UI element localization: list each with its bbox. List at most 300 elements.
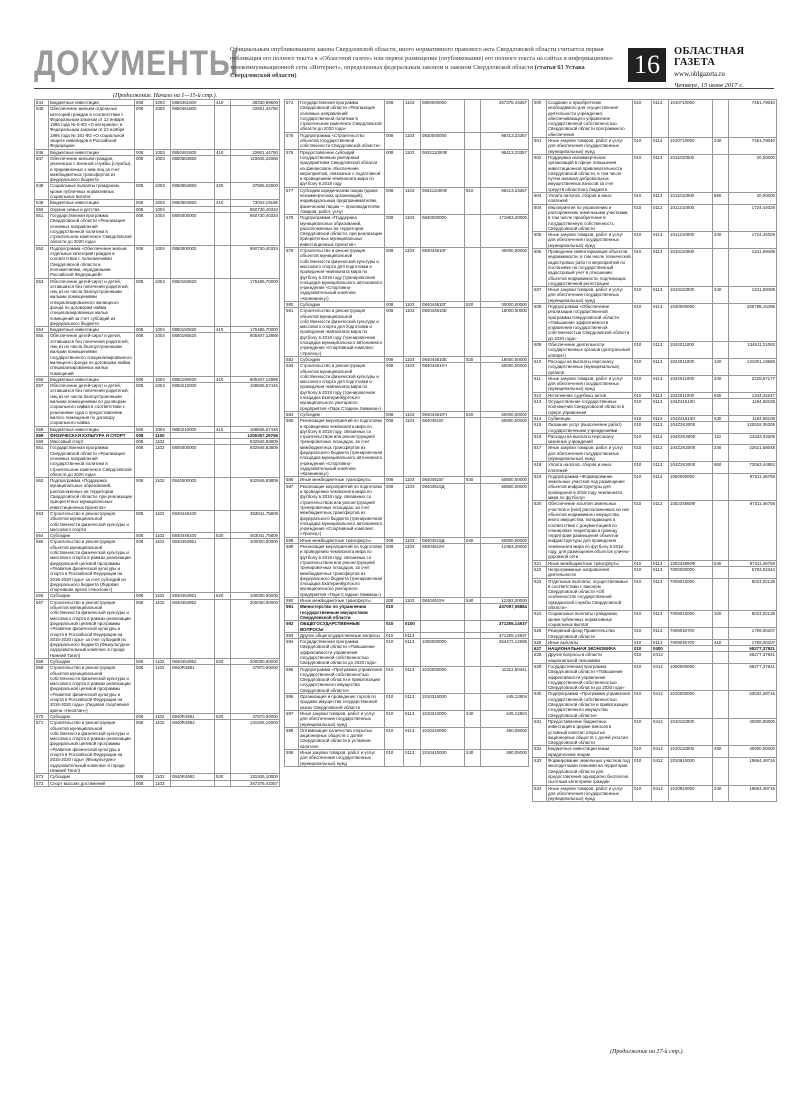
table-row — [35, 599, 280, 658]
target-article-code: 1042011000 — [669, 358, 713, 375]
item-name: Обеспечение деятельности государственных органов (центральный аппарат) — [547, 342, 633, 359]
row-number: 554 — [35, 327, 49, 333]
item-name: Предоставление бюджетных инвестиций в форме взносов в уставный капитал открытых акционерных обществ с долей участия Свердловской области — [547, 718, 633, 745]
section-code: 0412 — [652, 785, 669, 802]
row-number: 588 — [285, 537, 299, 543]
item-name: Спорт высших достижений — [49, 780, 135, 786]
amount: 445,12804 — [481, 710, 529, 727]
table-row — [533, 566, 777, 578]
row-number: 563 — [35, 510, 49, 532]
item-name: Бюджетные инвестиции — [49, 327, 135, 333]
item-name: Подпрограмма «Строительство объектов государственной собственности Свердловской области» — [299, 132, 385, 149]
amount: 932946,83809 — [231, 478, 280, 511]
amount: 12363,20000 — [481, 544, 529, 598]
ministry-code: 010 — [633, 566, 652, 578]
table-row — [533, 375, 777, 392]
expense-type-code — [215, 599, 231, 658]
ministry-code: 010 — [633, 154, 652, 192]
item-name: Субсидии — [299, 356, 385, 362]
expense-type-code: 540 — [465, 477, 481, 483]
amount: 40000,00000 — [729, 746, 777, 758]
expense-type-code — [215, 665, 231, 714]
expense-type-code — [465, 215, 481, 248]
expense-type-code — [465, 666, 481, 693]
expense-type-code — [713, 342, 729, 359]
section-code: 0113 — [652, 399, 669, 416]
item-name: Иные межбюджетные трансферты — [299, 537, 385, 543]
row-number: 632 — [533, 746, 547, 758]
ministry-code: 010 — [385, 666, 404, 693]
section-code: 1103 — [404, 248, 421, 302]
issue-date: Четверг, 15 июня 2017 г. — [674, 82, 744, 89]
newspaper-name: ОБЛАСТНАЯ ГАЗЕТА — [674, 46, 745, 68]
table-row — [35, 183, 280, 200]
expense-type-code: 240 — [713, 445, 729, 462]
row-number: 548 — [35, 183, 49, 200]
target-article-code: 104Z416100 — [669, 415, 713, 421]
expense-type-code — [465, 694, 481, 711]
expense-type-code — [215, 155, 231, 182]
section-code: 0113 — [652, 342, 669, 359]
ministry-code: 010 — [633, 399, 652, 416]
table-row — [35, 510, 280, 532]
target-article-code: 1010410000 — [421, 727, 465, 749]
table-row — [285, 100, 529, 133]
item-name: Иные межбюджетные трансферты — [547, 560, 633, 566]
section-code: 0113 — [652, 628, 669, 640]
row-number: 568 — [35, 658, 49, 664]
amount: 134511,21083 — [729, 342, 777, 359]
expense-type-code: 530 — [713, 415, 729, 421]
row-number: 602 — [533, 154, 547, 192]
table-row — [35, 539, 280, 593]
row-number: 611 — [533, 375, 547, 392]
amount: 100000,00000 — [231, 539, 280, 593]
row-number: 623 — [533, 578, 547, 611]
amount: 50000,00000 — [481, 411, 529, 417]
ministry-code: 010 — [633, 232, 652, 249]
table-row — [533, 287, 777, 304]
target-article-code: 0850451500 — [171, 100, 215, 106]
expense-type-code — [713, 652, 729, 664]
expense-type-code: 240 — [713, 785, 729, 802]
section-code: 0113 — [652, 560, 669, 566]
ministry-code: 010 — [633, 204, 652, 231]
amount: 47970,00000 — [231, 713, 280, 719]
row-number: 592 — [285, 621, 299, 633]
item-name: Реализация мероприятий по подготовке и проведению чемпионата мира по футболу в 2018 году, связанных со строительством или реконструкцией тренировочных площадок, за счет межбюджетных трансфертов из федерального бюджета (тренировочная площадка муниципального автономного учреждения «Спортивный комплекс «Уралец») — [299, 483, 385, 537]
ministry-code: 010 — [633, 501, 652, 560]
budget-table-column-2 — [284, 99, 529, 767]
table-row — [533, 303, 777, 341]
item-name: Подпрограмма «Поддержка муниципальных образований, расположенных на территории Свердловской области, при реализации приоритетных муниципальных инвестиционных проектов» — [299, 215, 385, 248]
ministry-code: 010 — [633, 445, 652, 462]
item-name: Непрограммные направления деятельности — [547, 566, 633, 578]
expense-type-code — [713, 473, 729, 500]
amount: 453041,75809 — [231, 533, 280, 539]
item-name: Бюджетные инвестиции — [49, 376, 135, 382]
section-code: 1102 — [154, 478, 171, 511]
table-row — [285, 149, 529, 187]
section-code: 1103 — [404, 483, 421, 537]
table-row — [533, 358, 777, 375]
section-code: 0113 — [652, 100, 669, 138]
target-article-code: 104Z2K3000 — [669, 433, 713, 445]
ministry-code: 010 — [385, 632, 404, 638]
row-number: 577 — [285, 187, 299, 214]
ministry-code: 010 — [633, 646, 652, 652]
amount: 480,05000 — [481, 750, 529, 767]
target-article-code — [669, 652, 713, 664]
item-name: Отдельные выплаты, осуществляемые в соответствии с Законом Свердловской области «Об особенностях государственной гражданской службы Свердловской области» — [547, 578, 633, 611]
ministry-code: 010 — [633, 415, 652, 421]
target-article-code: 0850190820 — [171, 333, 215, 376]
amount: 480,05000 — [481, 727, 529, 749]
table-row — [533, 249, 777, 287]
ministry-code: 010 — [633, 611, 652, 628]
target-article-code: 1011210000 — [669, 204, 713, 231]
expense-type-code — [465, 308, 481, 357]
table-row — [533, 399, 777, 416]
table-row — [35, 445, 280, 478]
item-name: ОБЩЕГОСУДАРСТВЕННЫЕ ВОПРОСЫ — [299, 621, 385, 633]
row-number: 557 — [35, 383, 49, 426]
amount: 1724,44029 — [729, 204, 777, 231]
ministry-code: 010 — [633, 663, 652, 690]
ministry-code: 010 — [385, 727, 404, 749]
row-number: 628 — [533, 652, 547, 664]
table-row — [285, 694, 529, 711]
row-number: 606 — [533, 249, 547, 287]
expense-type-code: 450 — [713, 746, 729, 758]
ministry-code: 010 — [633, 138, 652, 155]
ministry-code: 008 — [385, 308, 404, 357]
item-name: Субвенции — [547, 415, 633, 421]
target-article-code: 084044810Г — [421, 301, 465, 307]
section-code: 0412 — [652, 758, 669, 785]
amount: 932946,83809 — [231, 439, 280, 445]
row-number: 587 — [285, 483, 299, 537]
table-row — [285, 418, 529, 477]
expense-type-code: 540 — [465, 598, 481, 604]
amount: 5024,02135 — [729, 611, 777, 628]
amount: 200000,00000 — [231, 599, 280, 658]
item-name: Уплата налогов, сборов и иных платежей — [547, 193, 633, 205]
section-code: 1103 — [404, 363, 421, 412]
row-number: 582 — [285, 356, 299, 362]
item-name: Иные закупки товаров, работ и услуг для обеспечения государственных (муниципальных) нужд — [547, 138, 633, 155]
expense-type-code — [215, 212, 231, 245]
row-number: 546 — [35, 149, 49, 155]
ministry-code: 010 — [633, 422, 652, 434]
budget-table-column-1 — [34, 99, 280, 787]
section-code: 1103 — [404, 308, 421, 357]
row-number: 556 — [35, 376, 49, 382]
expense-type-code: 540 — [713, 560, 729, 566]
expense-type-code — [465, 363, 481, 412]
amount: 131001,19659 — [729, 358, 777, 375]
target-article-code — [421, 621, 465, 633]
expense-type-code: 120 — [713, 358, 729, 375]
target-article-code: 1010710000 — [669, 138, 713, 155]
continuation-note-top: (Продолжение. Начало на 1—15-й стр.). — [113, 93, 218, 99]
row-number: 550 — [35, 206, 49, 212]
section-code: 0113 — [652, 473, 669, 500]
item-name: Субсидии — [299, 301, 385, 307]
item-name: Строительство и реконструкция объектов муниципальной собственности физической культуры и массового спорта в рамках реализации федеральной целевой программы «Развитие физической культуры и спорта в Российской Федерации на 2016-2020 годы» за счет субсидий из федерального бюджета (Ледовая спортивная арена «Неоплан») — [49, 539, 135, 593]
amount: 950730,40334 — [231, 206, 280, 212]
target-article-code: 083211000Ф — [421, 149, 465, 187]
row-number: 614 — [533, 415, 547, 421]
ministry-code: 008 — [135, 183, 154, 200]
table-row — [533, 785, 777, 802]
target-article-code: 1042011000 — [669, 392, 713, 398]
table-row — [285, 215, 529, 248]
amount: 605407,12888 — [231, 333, 280, 376]
section-code: 1004 — [154, 426, 171, 432]
expense-type-code: 540 — [465, 537, 481, 543]
section-code: 1102 — [154, 539, 171, 593]
target-article-code: 0850210000 — [171, 426, 215, 432]
item-name: Субсидии — [299, 411, 385, 417]
amount: 20,00000 — [729, 193, 777, 205]
row-number: 609 — [533, 342, 547, 359]
row-number: 579 — [285, 248, 299, 302]
section-code: 1103 — [404, 477, 421, 483]
row-number: 566 — [35, 593, 49, 599]
table-row — [35, 333, 280, 376]
section-code: 1102 — [154, 599, 171, 658]
item-name: Мероприятия по управлению и распоряжению земельными участками, в том числе приобретение в государственную собственность Свердловской области — [547, 204, 633, 231]
amount: 1724,44029 — [729, 232, 777, 249]
amount: 371255,14937 — [481, 632, 529, 638]
amount: 1241,09408 — [729, 287, 777, 304]
expense-type-code — [713, 422, 729, 434]
table-row — [533, 462, 777, 474]
expense-type-code — [465, 604, 481, 621]
row-number: 565 — [35, 539, 49, 593]
row-number: 561 — [35, 445, 49, 478]
target-article-code: 0800000000 — [421, 100, 465, 133]
table-row — [285, 544, 529, 598]
ministry-code: 008 — [385, 537, 404, 543]
table-row — [533, 578, 777, 611]
section-code: 1003 — [154, 149, 171, 155]
item-name: Бюджетные инвестиции — [49, 200, 135, 206]
table-row — [533, 663, 777, 690]
expense-type-code: 110 — [713, 433, 729, 445]
table-row — [35, 478, 280, 511]
table-row — [533, 422, 777, 434]
row-number: 555 — [35, 333, 49, 376]
amount: 175486,70000 — [231, 327, 280, 333]
target-article-code: 0850150820 — [171, 278, 215, 327]
item-name: Строительство и реконструкция объектов муниципальной собственности физической культуры и массового спорта в рамках реализации федеральной целевой программы «Развитие физической культуры и спорта в Российской Федерации на 2016-2020 годы» (Физкультурно-оздоровительный комплекс в городе Нижний Тагил) — [49, 720, 135, 774]
expense-type-code — [713, 303, 729, 341]
ministry-code: 008 — [135, 599, 154, 658]
target-article-code: 08404515Д — [421, 537, 465, 543]
amount: 97311,46759 — [729, 560, 777, 566]
section-code: 1103 — [404, 418, 421, 477]
item-name: Расходы на выплаты персоналу государственных (муниципальных) органов — [547, 358, 633, 375]
expense-type-code — [465, 100, 481, 133]
amount: 5024,02135 — [729, 578, 777, 611]
ministry-code: 008 — [135, 206, 154, 212]
section-code: 0412 — [652, 718, 669, 745]
target-article-code: 1018110000 — [669, 249, 713, 287]
item-name: ФИЗИЧЕСКАЯ КУЛЬТУРА И СПОРТ — [49, 432, 135, 438]
section-code: 1102 — [154, 533, 171, 539]
section-code: 0113 — [652, 566, 669, 578]
item-name: Расходы на выплаты персоналу казенных учреждений — [547, 433, 633, 445]
amount: 131935,10000 — [231, 720, 280, 774]
expense-type-code: 520 — [465, 301, 481, 307]
amount: 22601,44760 — [231, 106, 280, 149]
section-code: 0113 — [404, 710, 421, 727]
item-name: Иные закупки товаров, работ и услуг для обеспечения государственных (муниципальных) нужд — [547, 785, 633, 802]
amount: 50800,00000 — [481, 418, 529, 477]
expense-type-code — [713, 578, 729, 611]
row-number: 572 — [35, 774, 49, 780]
item-name: Государственная программа Свердловской области «Реализация основных направлений государственной политики в строительном комплексе Свердловской области до 2020 года» — [49, 445, 135, 478]
section-code: 0113 — [404, 727, 421, 749]
row-number: 573 — [35, 780, 49, 786]
amount: 50800,00000 — [481, 537, 529, 543]
section-code: 0113 — [652, 422, 669, 434]
ministry-code: 010 — [385, 639, 404, 666]
amount: 131935,10000 — [231, 774, 280, 780]
item-name: Формирование земельных участков под многодетными семьями на территории Свердловской области для предоставления однократно бесплатно льготным категориям граждан — [547, 758, 633, 785]
expense-type-code — [713, 154, 729, 192]
amount: 97311,46759 — [729, 501, 777, 560]
item-name: Другие вопросы в области национальной экономики — [547, 652, 633, 664]
ministry-code: 010 — [385, 750, 404, 767]
ministry-code: 010 — [633, 473, 652, 500]
section-code: 1102 — [154, 593, 171, 599]
row-number: 596 — [285, 694, 299, 711]
ministry-code: 010 — [633, 375, 652, 392]
item-name: Иные закупки товаров, работ и услуг для обеспечения государственных (муниципальных) нужд — [547, 375, 633, 392]
target-article-code: 1000000000 — [421, 639, 465, 666]
ministry-code: 008 — [135, 383, 154, 426]
row-number: 570 — [35, 713, 49, 719]
section-code: 1004 — [154, 383, 171, 426]
row-number: 629 — [533, 663, 547, 690]
ministry-code: 010 — [633, 392, 652, 398]
section-code: 0113 — [652, 138, 669, 155]
ministry-code: 008 — [135, 333, 154, 376]
amount: 200000,00000 — [231, 658, 280, 664]
ministry-code: 010 — [633, 287, 652, 304]
target-article-code: 084044810Г — [421, 248, 465, 302]
amount: 65277,37921 — [729, 652, 777, 664]
website-link[interactable]: www.oblgazeta.ru — [674, 70, 725, 78]
ministry-code: 010 — [633, 639, 652, 645]
expense-type-code — [713, 204, 729, 231]
ministry-code: 008 — [135, 539, 154, 593]
ministry-code: 010 — [385, 621, 404, 633]
amount: 6783,02342 — [729, 566, 777, 578]
item-name: Организация и проведение торгов по продаже имущества государственной казны Свердловской области — [299, 694, 385, 711]
item-name: Массовый спорт — [49, 439, 135, 445]
target-article-code: 1010710000 — [669, 100, 713, 138]
section-code: 0113 — [652, 193, 669, 205]
item-name: Подпрограмма «Программа управления государственной собственностью Свердловской области и приватизации государственного имущества Свердловской области» — [299, 666, 385, 693]
section-code: 0113 — [652, 639, 669, 645]
target-article-code: 1010910000 — [669, 758, 713, 785]
ministry-code: 008 — [135, 478, 154, 511]
amount: 1200357,29766 — [231, 432, 280, 438]
target-article-code: 0840000000 — [171, 478, 215, 511]
target-article-code: 1010310000 — [421, 710, 465, 727]
ministry-code: 008 — [385, 215, 404, 248]
section-code: 1103 — [404, 215, 421, 248]
table-row — [533, 204, 777, 231]
amount: 18000,00000 — [481, 356, 529, 362]
row-number: 590 — [285, 598, 299, 604]
section-code: 1103 — [404, 411, 421, 417]
section-code: 0113 — [404, 694, 421, 711]
expense-type-code: 520 — [215, 593, 231, 599]
item-name: Государственная программа Свердловской области «Повышение эффективности управления государственной собственностью Свердловской области до 2020 года» — [299, 639, 385, 666]
row-number: 560 — [35, 439, 49, 445]
expense-type-code: 520 — [465, 411, 481, 417]
expense-type-code: 410 — [215, 100, 231, 106]
item-name: Обеспечение изъятия земельных участков и (или) расположенных на них объектов недвижимого имущества, иного имущества, попадающих в соответствии с документацией по планировке территории в границу территории размещения объектов инфраструктуры для проведения чемпионата мира по футболу в 2018 году, для размещения объектов улично-дорожной сети — [547, 501, 633, 560]
ministry-code: 008 — [135, 510, 154, 532]
expense-type-code: 320 — [713, 611, 729, 628]
item-name: Социальные выплаты гражданам, кроме публичных нормативных социальных выплат — [547, 611, 633, 628]
target-article-code: 0840000000 — [421, 215, 465, 248]
section-code: 0113 — [652, 249, 669, 287]
table-row — [35, 780, 280, 786]
section-code: 0113 — [652, 287, 669, 304]
section-code: 0113 — [652, 375, 669, 392]
table-row — [285, 187, 529, 214]
expense-type-code: 520 — [215, 713, 231, 719]
ministry-code: 008 — [135, 200, 154, 206]
amount: 40000,00000 — [729, 718, 777, 745]
amount: 110845,22086 — [231, 155, 280, 182]
row-number: 545 — [35, 106, 49, 149]
ministry-code: 010 — [633, 578, 652, 611]
target-article-code: 1010110000 — [669, 718, 713, 745]
ministry-code: 010 — [633, 358, 652, 375]
item-name: Бюджетные инвестиции — [49, 149, 135, 155]
target-article-code: 7009010000 — [669, 611, 713, 628]
expense-type-code: 240 — [465, 750, 481, 767]
amount: 169836,57446 — [231, 426, 280, 432]
target-article-code: 1042011000 — [669, 342, 713, 359]
table-row — [533, 628, 777, 640]
amount: 18000,00000 — [481, 308, 529, 357]
expense-type-code: 810 — [465, 187, 481, 214]
amount: 950730,40334 — [231, 245, 280, 278]
section-code: 0113 — [652, 462, 669, 474]
ministry-code: 010 — [633, 560, 652, 566]
amount: 65277,37921 — [729, 646, 777, 652]
expense-type-code: 410 — [215, 200, 231, 206]
amount: 267376,43357 — [231, 780, 280, 786]
table-row — [35, 212, 280, 245]
ministry-code: 008 — [135, 426, 154, 432]
expense-type-code — [215, 445, 231, 478]
row-number: 564 — [35, 533, 49, 539]
target-article-code: 104Z2K3000 — [669, 422, 713, 434]
section-code: 1103 — [404, 537, 421, 543]
section-code — [404, 604, 421, 621]
ministry-code: 008 — [135, 432, 154, 438]
